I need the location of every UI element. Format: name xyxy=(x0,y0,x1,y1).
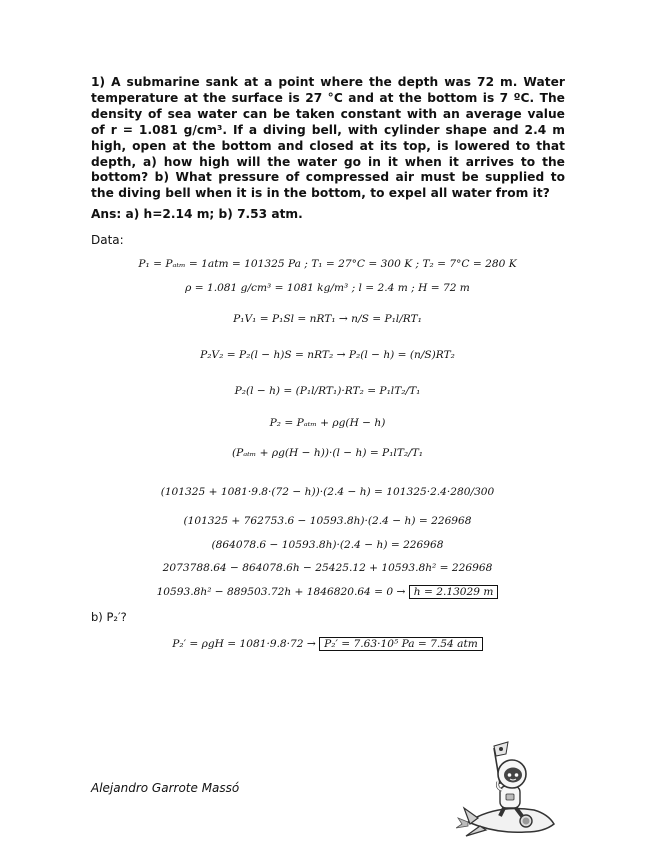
equation-12-result-box: h = 2.13029 m xyxy=(409,585,499,599)
equation-11: 2073788.64 − 864078.6h − 25425.12 + 10593.8h² = 226968 xyxy=(162,562,493,574)
equation-6: P₂ = Pₐₜₘ + ρg(H − h) xyxy=(269,417,386,429)
equation-13-result-box: P₂′ = 7.63·10⁵ Pa = 7.54 atm xyxy=(319,637,483,651)
equation-12 xyxy=(0,586,655,598)
author-name: Alejandro Garrote Massó xyxy=(91,781,240,795)
answer-line: Ans: a) h=2.14 m; b) 7.53 atm. xyxy=(91,207,303,221)
equation-9: (101325 + 762753.6 − 10593.8h)·(2.4 − h) = 226968 xyxy=(183,515,472,527)
equation-13 xyxy=(0,638,655,650)
problem-statement: 1) A submarine sank at a point where the depth was 72 m. Water temperature at the surface is 27 °C and at the bottom is 7 ºC. The density of sea water can be taken constant with an average value of r = 1.081 g/cm³. If a diving bell, with cylinder shape and 2.4 m high, open at the bottom and closed at its top, is lowered to that depth, a) how high will the water go in it when it arrives to the bottom? b) What pressure of compressed air must be supplied to the diving bell when it is in the bottom, to expel all water from it? xyxy=(91,75,565,201)
part-b-label: b) P₂′? xyxy=(91,610,127,624)
equation-1: P₁ = Pₐₜₘ = 1atm = 101325 Pa ; T₁ = 27°C = 300 K ; T₂ = 7°C = 280 K xyxy=(138,258,517,270)
astronaut-on-rocket-icon xyxy=(456,738,556,838)
equation-12-text: 10593.8h² − 889503.72h + 1846820.64 = 0 → xyxy=(156,586,406,598)
equation-7: (Pₐₜₘ + ρg(H − h))·(l − h) = P₁lT₂/T₁ xyxy=(231,447,424,459)
equation-4: P₂V₂ = P₂(l − h)S = nRT₂ → P₂(l − h) = (n/S)RT₂ xyxy=(200,349,455,361)
equation-3: P₁V₁ = P₁Sl = nRT₁ → n/S = P₁l/RT₁ xyxy=(233,313,422,325)
equation-10: (864078.6 − 10593.8h)·(2.4 − h) = 226968 xyxy=(211,539,444,551)
equation-2: ρ = 1.081 g/cm³ = 1081 kg/m³ ; l = 2.4 m ; H = 72 m xyxy=(185,282,470,294)
data-label: Data: xyxy=(91,233,124,247)
equation-5: P₂(l − h) = (P₁l/RT₁)·RT₂ = P₁lT₂/T₁ xyxy=(234,385,421,397)
equation-13-text: P₂′ = ρgH = 1081·9.8·72 → xyxy=(172,638,316,650)
equation-8: (101325 + 1081·9.8·(72 − h))·(2.4 − h) = 101325·2.4·280/300 xyxy=(160,486,495,498)
